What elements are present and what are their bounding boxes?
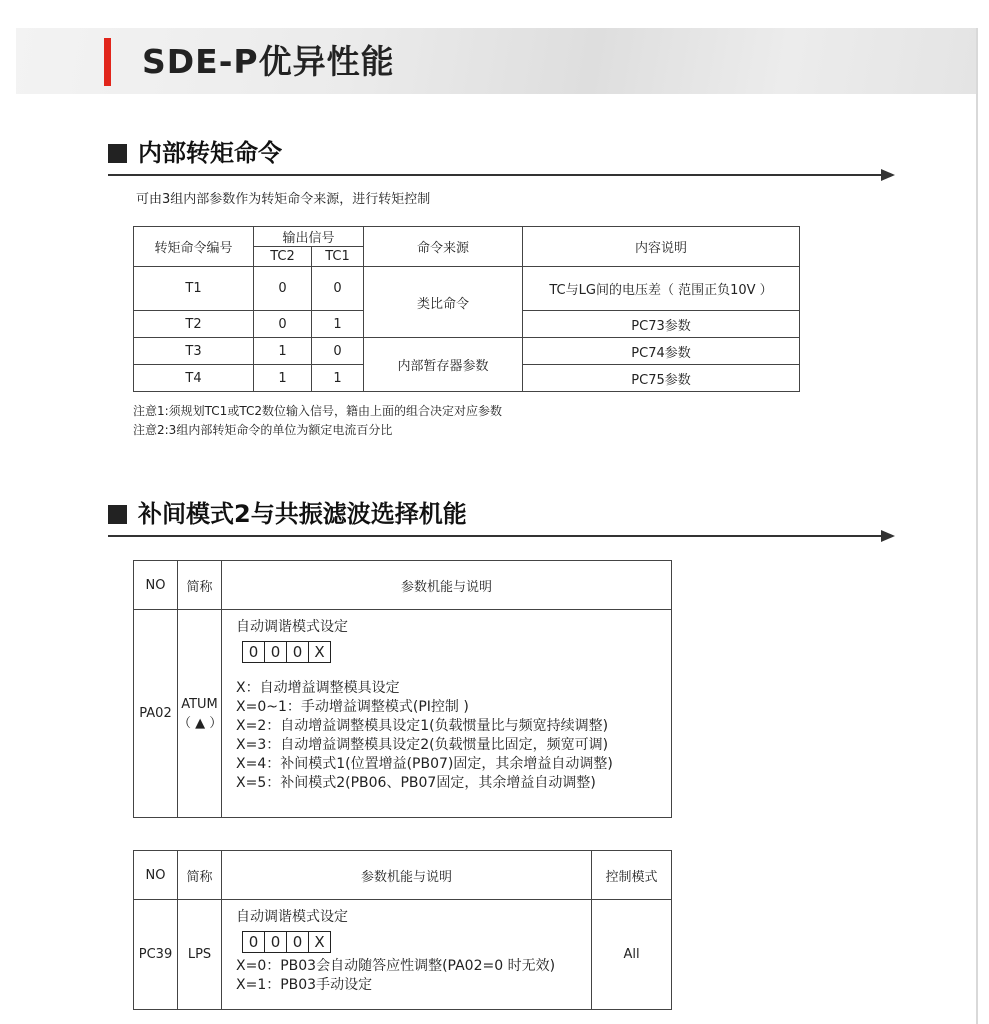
param-abbr: ATUM <box>181 696 218 712</box>
desc-line: X=3：自动增益调整模具设定2(负载惯量比固定，频宽可调) <box>236 737 609 753</box>
row-description: TC与LG间的电压差（ 范围正负10V ） <box>523 267 800 311</box>
row-source: 内部暂存器参数 <box>364 338 523 392</box>
section2-rule <box>108 535 882 537</box>
digit-box: 0 <box>242 641 265 663</box>
row-code: T4 <box>134 365 254 392</box>
row-description: PC73参数 <box>523 311 800 338</box>
row-tc2: 0 <box>254 311 312 338</box>
param-description <box>222 610 672 818</box>
table-row <box>134 338 800 365</box>
setting-title: 自动调谐模式设定 <box>236 909 348 925</box>
right-margin-rule <box>976 28 978 1024</box>
setting-title: 自动调谐模式设定 <box>236 619 348 635</box>
desc-line: X=0：PB03会自动随答应性调整(PA02=0 时无效) <box>236 958 556 974</box>
row-code: T1 <box>134 267 254 311</box>
desc-line: X=5：补间模式2(PB06、PB07固定，其余增益自动调整) <box>236 775 596 791</box>
arrow-right-icon <box>881 530 895 542</box>
header-description: 参数机能与说明 <box>222 561 672 610</box>
desc-line: X=1：PB03手动设定 <box>236 977 373 993</box>
header-abbr: 简称 <box>178 561 222 610</box>
header-source: 命令来源 <box>364 227 523 267</box>
desc-line: X=2：自动增益调整模具设定1(负载惯量比与频宽持续调整) <box>236 718 609 734</box>
row-tc2: 1 <box>254 365 312 392</box>
table-row <box>134 610 672 818</box>
digit-box: 0 <box>264 641 287 663</box>
section1-title: 内部转矩命令 <box>138 139 282 167</box>
header-output-signal: 输出信号 <box>254 227 364 247</box>
row-code: T2 <box>134 311 254 338</box>
note-1: 注意1:须规划TC1或TC2数位输入信号，籍由上面的组合决定对应参数 <box>133 404 502 418</box>
header-description: 内容说明 <box>523 227 800 267</box>
table-row <box>134 267 800 311</box>
desc-line: X=0~1：手动增益调整模式(PI控制 ) <box>236 699 469 715</box>
arrow-right-icon <box>881 169 895 181</box>
param-no: PA02 <box>134 610 178 818</box>
digit-box: 0 <box>264 931 287 953</box>
param-no: PC39 <box>134 900 178 1010</box>
desc-line: X=4：补间模式1(位置增益(PB07)固定，其余增益自动调整) <box>236 756 613 772</box>
row-description: PC74参数 <box>523 338 800 365</box>
header-tc1: TC1 <box>312 247 364 267</box>
header-code: 转矩命令编号 <box>134 227 254 267</box>
section-bullet-icon <box>108 505 127 524</box>
page-title: SDE-P优异性能 <box>142 42 395 81</box>
header-abbr: 简称 <box>178 851 222 900</box>
digit-boxes <box>242 931 591 953</box>
torque-command-table <box>133 226 800 392</box>
param-abbr: LPS <box>178 900 222 1010</box>
row-tc1: 0 <box>312 338 364 365</box>
param-abbr-sub: （ ▲ ） <box>178 715 223 731</box>
param-abbr-cell <box>178 610 222 818</box>
section1-intro: 可由3组内部参数作为转矩命令来源，进行转矩控制 <box>136 192 431 207</box>
pa02-parameter-table <box>133 560 672 818</box>
header-control-mode: 控制模式 <box>592 851 672 900</box>
digit-box: 0 <box>286 641 309 663</box>
row-tc2: 0 <box>254 267 312 311</box>
row-source: 类比命令 <box>364 267 523 338</box>
header-accent-bar <box>104 38 111 86</box>
digit-box: X <box>308 931 331 953</box>
desc-line: X：自动增益调整模具设定 <box>236 680 400 696</box>
section1-rule <box>108 174 882 176</box>
digit-boxes <box>242 641 671 663</box>
pc39-parameter-table <box>133 850 672 1010</box>
digit-box: X <box>308 641 331 663</box>
header-description: 参数机能与说明 <box>222 851 592 900</box>
row-tc2: 1 <box>254 338 312 365</box>
header-no: NO <box>134 851 178 900</box>
section-bullet-icon <box>108 144 127 163</box>
param-description <box>222 900 592 1010</box>
row-tc1: 1 <box>312 311 364 338</box>
row-tc1: 0 <box>312 267 364 311</box>
section2-title: 补间模式2与共振滤波选择机能 <box>138 500 467 528</box>
control-mode: All <box>592 900 672 1010</box>
note-2: 注意2:3组内部转矩命令的单位为额定电流百分比 <box>133 423 393 437</box>
digit-box: 0 <box>286 931 309 953</box>
digit-box: 0 <box>242 931 265 953</box>
header-tc2: TC2 <box>254 247 312 267</box>
table-row <box>134 900 672 1010</box>
header-no: NO <box>134 561 178 610</box>
row-code: T3 <box>134 338 254 365</box>
row-description: PC75参数 <box>523 365 800 392</box>
row-tc1: 1 <box>312 365 364 392</box>
